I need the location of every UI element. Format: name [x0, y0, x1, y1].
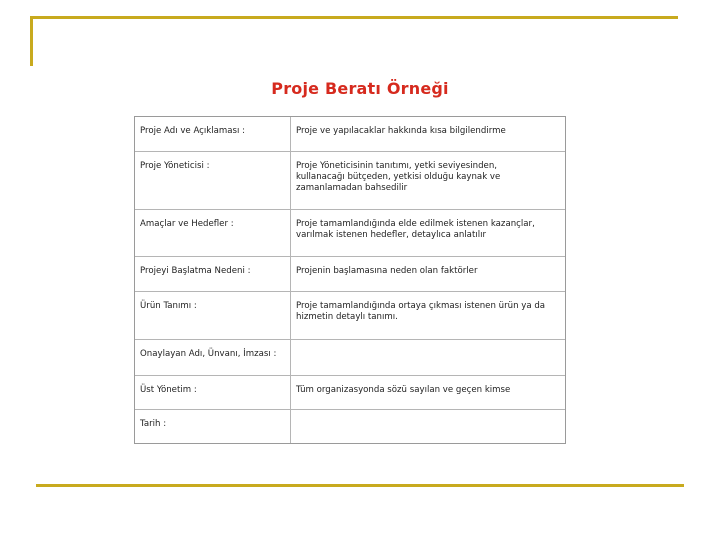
row-description: Proje tamamlandığında elde edilmek istenen kazançlar, varılmak istenen hedefler, detaylıca anlatılır — [296, 219, 535, 240]
table-row — [135, 292, 565, 340]
row-label: Onaylayan Adı, Ünvanı, İmzası : — [140, 349, 277, 359]
row-label: Proje Yöneticisi : — [140, 161, 210, 171]
row-description: Proje ve yapılacaklar hakkında kısa bilgilendirme — [296, 126, 506, 136]
row-description: Projenin başlamasına neden olan faktörler — [296, 266, 478, 276]
page-title: Proje Beratı Örneği — [271, 79, 449, 98]
row-label: Ürün Tanımı : — [140, 301, 197, 311]
row-label: Projeyi Başlatma Nedeni : — [140, 266, 251, 276]
row-label: Proje Adı ve Açıklaması : — [140, 126, 246, 136]
row-description: Proje Yöneticisinin tanıtımı, yetki seviyesinden, kullanacağı bütçeden, yetkisi olduğu kaynak ve zamanlamadan bahsedilir — [296, 161, 501, 193]
row-description: Tüm organizasyonda sözü sayılan ve geçen kimse — [296, 385, 511, 395]
row-label: Tarih : — [140, 419, 167, 429]
table-row — [135, 117, 565, 152]
row-label: Amaçlar ve Hedefler : — [140, 219, 234, 229]
table-row — [135, 410, 565, 443]
frame-left-rule — [30, 16, 33, 66]
table-row — [135, 257, 565, 292]
table-row — [135, 376, 565, 410]
frame-top-rule — [30, 16, 678, 19]
frame-bottom-rule — [36, 484, 684, 487]
table-row — [135, 210, 565, 257]
table-row — [135, 152, 565, 210]
row-label: Üst Yönetim : — [140, 385, 197, 395]
row-description: Proje tamamlandığında ortaya çıkması istenen ürün ya da hizmetin detaylı tanımı. — [296, 301, 546, 322]
table-row — [135, 340, 565, 376]
charter-table — [134, 116, 566, 444]
